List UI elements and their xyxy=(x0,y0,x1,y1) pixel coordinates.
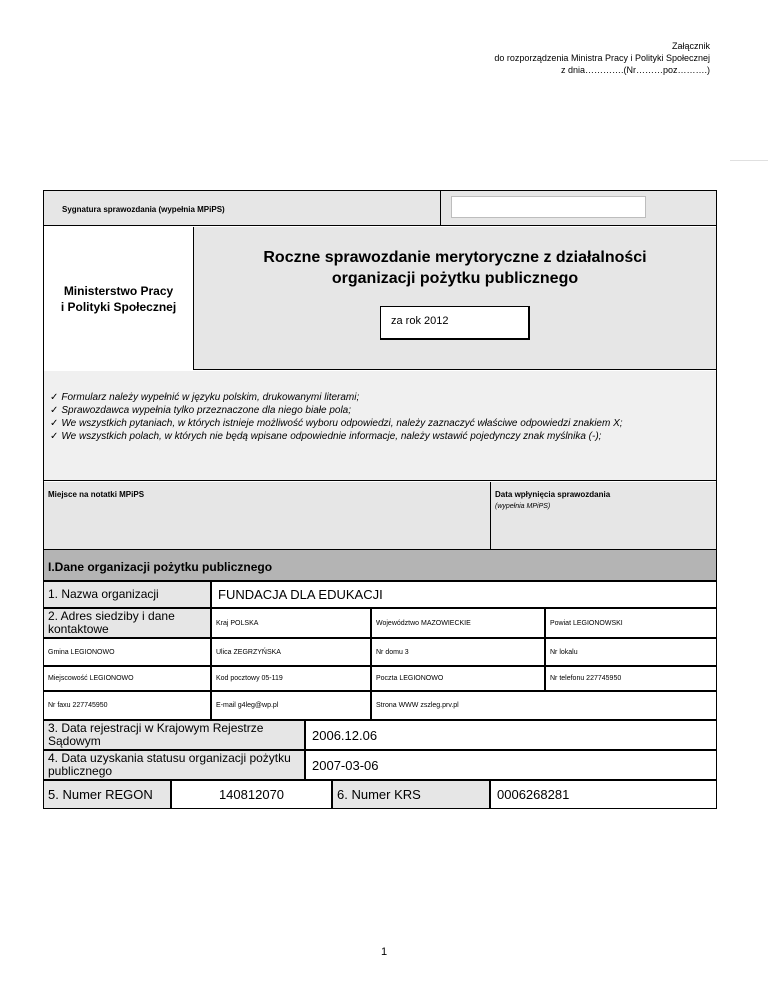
annex-line-1: Załącznik xyxy=(671,41,710,51)
apartment-number-field[interactable]: Nr lokalu xyxy=(545,638,717,666)
margin-mark xyxy=(730,160,768,161)
fax-field[interactable]: Nr faxu 227745950 xyxy=(43,691,211,720)
org-name-label: 1. Nazwa organizacji xyxy=(43,581,211,608)
city-field[interactable]: Miejscowość LEGIONOWO xyxy=(43,666,211,691)
krs-registration-label: 3. Data rejestracji w Krajowym Rejestrze Sądowym xyxy=(43,720,305,750)
signature-divider xyxy=(440,191,441,226)
country-field[interactable]: Kraj POLSKA xyxy=(211,608,371,638)
report-title-line-1: Roczne sprawozdanie merytoryczne z działalności xyxy=(263,249,647,266)
instruction-item: ✓ Sprawozdawca wypełnia tylko przeznaczone dla niego białe pola; xyxy=(50,405,352,416)
website-field[interactable]: Strona WWW zszleg.prv.pl xyxy=(371,691,717,720)
krs-value[interactable]: 0006268281 xyxy=(490,780,717,809)
org-name-value[interactable]: FUNDACJA DLA EDUKACJI xyxy=(211,581,717,608)
instruction-item: ✓ Formularz należy wypełnić w języku polskim, drukowanymi literami; xyxy=(50,392,360,403)
annex-line-3: z dnia………….(Nr………poz……….) xyxy=(560,65,710,75)
annex-header xyxy=(380,40,710,76)
address-label: 2. Adres siedziby i dane kontaktowe xyxy=(43,608,211,638)
instructions-list xyxy=(50,391,712,443)
receipt-label: Data wpłynięcia sprawozdania xyxy=(495,490,611,499)
check-icon: ✓ xyxy=(50,431,59,442)
year-field[interactable]: za rok 2012 xyxy=(380,306,530,340)
signature-label: Sygnatura sprawozdania (wypełnia MPiPS) xyxy=(62,205,225,214)
page-number: 1 xyxy=(380,946,388,958)
instruction-item: ✓ We wszystkich polach, w których nie będą wpisane odpowiednie informacje, należy wstawić pojedynczy znak myślnika (-); xyxy=(50,431,602,442)
instructions-block xyxy=(44,371,716,481)
check-icon: ✓ xyxy=(50,405,59,416)
county-field[interactable]: Powiat LEGIONOWSKI xyxy=(545,608,717,638)
phone-field[interactable]: Nr telefonu 227745950 xyxy=(545,666,717,691)
post-office-field[interactable]: Poczta LEGIONOWO xyxy=(371,666,545,691)
notes-row xyxy=(44,482,716,549)
title-block xyxy=(44,227,716,370)
check-icon: ✓ xyxy=(50,392,59,403)
commune-field[interactable]: Gmina LEGIONOWO xyxy=(43,638,211,666)
ministry-line-1: Ministerstwo Pracy xyxy=(63,283,174,298)
section-1-header: I.Dane organizacji pożytku publicznego xyxy=(43,549,717,581)
street-field[interactable]: Ulica ZEGRZYŃSKA xyxy=(211,638,371,666)
postal-code-field[interactable]: Kod pocztowy 05-119 xyxy=(211,666,371,691)
opp-status-value[interactable]: 2007-03-06 xyxy=(305,750,717,780)
ministry-line-2: i Polityki Społecznej xyxy=(60,299,177,314)
annex-line-2: do rozporządzenia Ministra Pracy i Polityki Społecznej xyxy=(494,53,710,63)
opp-status-label: 4. Data uzyskania statusu organizacji pożytku publicznego xyxy=(43,750,305,780)
email-field[interactable]: E-mail g4leg@wp.pl xyxy=(211,691,371,720)
ministry-box xyxy=(44,227,194,370)
signature-field xyxy=(451,196,646,218)
voivodeship-field[interactable]: Województwo MAZOWIECKIE xyxy=(371,608,545,638)
regon-label: 5. Numer REGON xyxy=(43,780,171,809)
krs-label: 6. Numer KRS xyxy=(332,780,490,809)
report-title-line-2: organizacji pożytku publicznego xyxy=(331,270,579,287)
house-number-field[interactable]: Nr domu 3 xyxy=(371,638,545,666)
krs-registration-value[interactable]: 2006.12.06 xyxy=(305,720,717,750)
report-title xyxy=(194,247,716,289)
check-icon: ✓ xyxy=(50,418,59,429)
notes-label: Miejsce na notatki MPiPS xyxy=(48,490,145,499)
regon-value[interactable]: 140812070 xyxy=(171,780,332,809)
notes-divider xyxy=(490,482,491,549)
signature-row xyxy=(44,191,716,226)
receipt-sub: (wypełnia MPiPS) xyxy=(495,503,551,510)
instruction-item: ✓ We wszystkich pytaniach, w których istnieje możliwość wyboru odpowiedzi, należy zaznaczyć właściwe odpowiedzi znakiem X; xyxy=(50,418,623,429)
